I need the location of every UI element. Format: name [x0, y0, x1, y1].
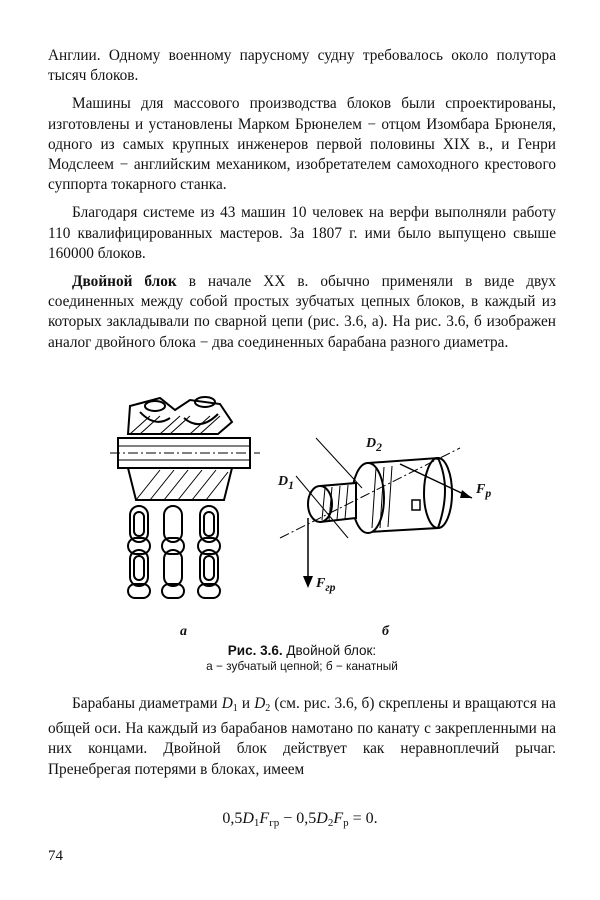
figure-caption [48, 643, 556, 673]
label-a: а [180, 624, 187, 639]
paragraph-4 [48, 272, 556, 353]
top-text [48, 46, 556, 353]
caption-subtitle: а − зубчатый цепной; б − канатный [206, 659, 398, 673]
chain-block-drawing [110, 397, 260, 598]
rope-drum-drawing [280, 438, 472, 588]
label-fp: $F_р$ [476, 482, 492, 500]
label-b: б [382, 624, 389, 639]
formula: $0,5D_1F_{гр} - 0,5D_2F_р = 0$. [222, 810, 378, 829]
label-d1: $D_1$ [278, 474, 294, 492]
label-d2: $D_2$ [366, 436, 382, 454]
paragraph-3: Благодаря системе из 43 машин 10 человек на верфи выполняли работу 110 квалифицированных мастеров. За 1807 г. ими было выпущено свыше 160000 блоков. [48, 204, 556, 262]
term-double-block: Двойной блок [72, 273, 177, 291]
page-number: 74 [48, 848, 63, 864]
paragraph-1: Англии. Одному военному парусному судну требовалось около полутора тысяч блоков. [48, 47, 556, 85]
paragraph-2: Машины для массового производства блоков были спроектированы, изготовлены и установлены Марком Брюнелем − отцом Изомбара Брюнеля, одного из самых крупных инженеров первой половины XIX в., и Генри Модслеем − английским механиком, изобретателем самоходного крестового суппорта токарного станка. [48, 95, 556, 194]
label-fgr: $F_{гр}$ [316, 576, 336, 594]
paragraph-drums: Барабаны диаметрами $D_1$ и $D_2$ (см. рис. 3.6, б) скреплены и вращаются на общей оси. На каждый из барабанов намотано по канату с закрепленными на них концами. Двойной блок действует как неравноплечий рычаг. Пренебрегая потерями в блоках, имеем [48, 695, 556, 778]
figure-drawing [100, 388, 520, 638]
caption-title: Рис. 3.6. Двойной блок: [227, 643, 377, 658]
paragraph-4-rest: в начале XX в. обычно применяли в виде двух соединенных между собой простых зубчатых цепных блоков, в каждый из которых закладывали по сварной цепи (рис. 3.6, а). На рис. 3.6, б изображен аналог двойного блока − два соединенных барабана разного диаметра. [48, 273, 557, 351]
figure-3-6 [100, 388, 520, 638]
